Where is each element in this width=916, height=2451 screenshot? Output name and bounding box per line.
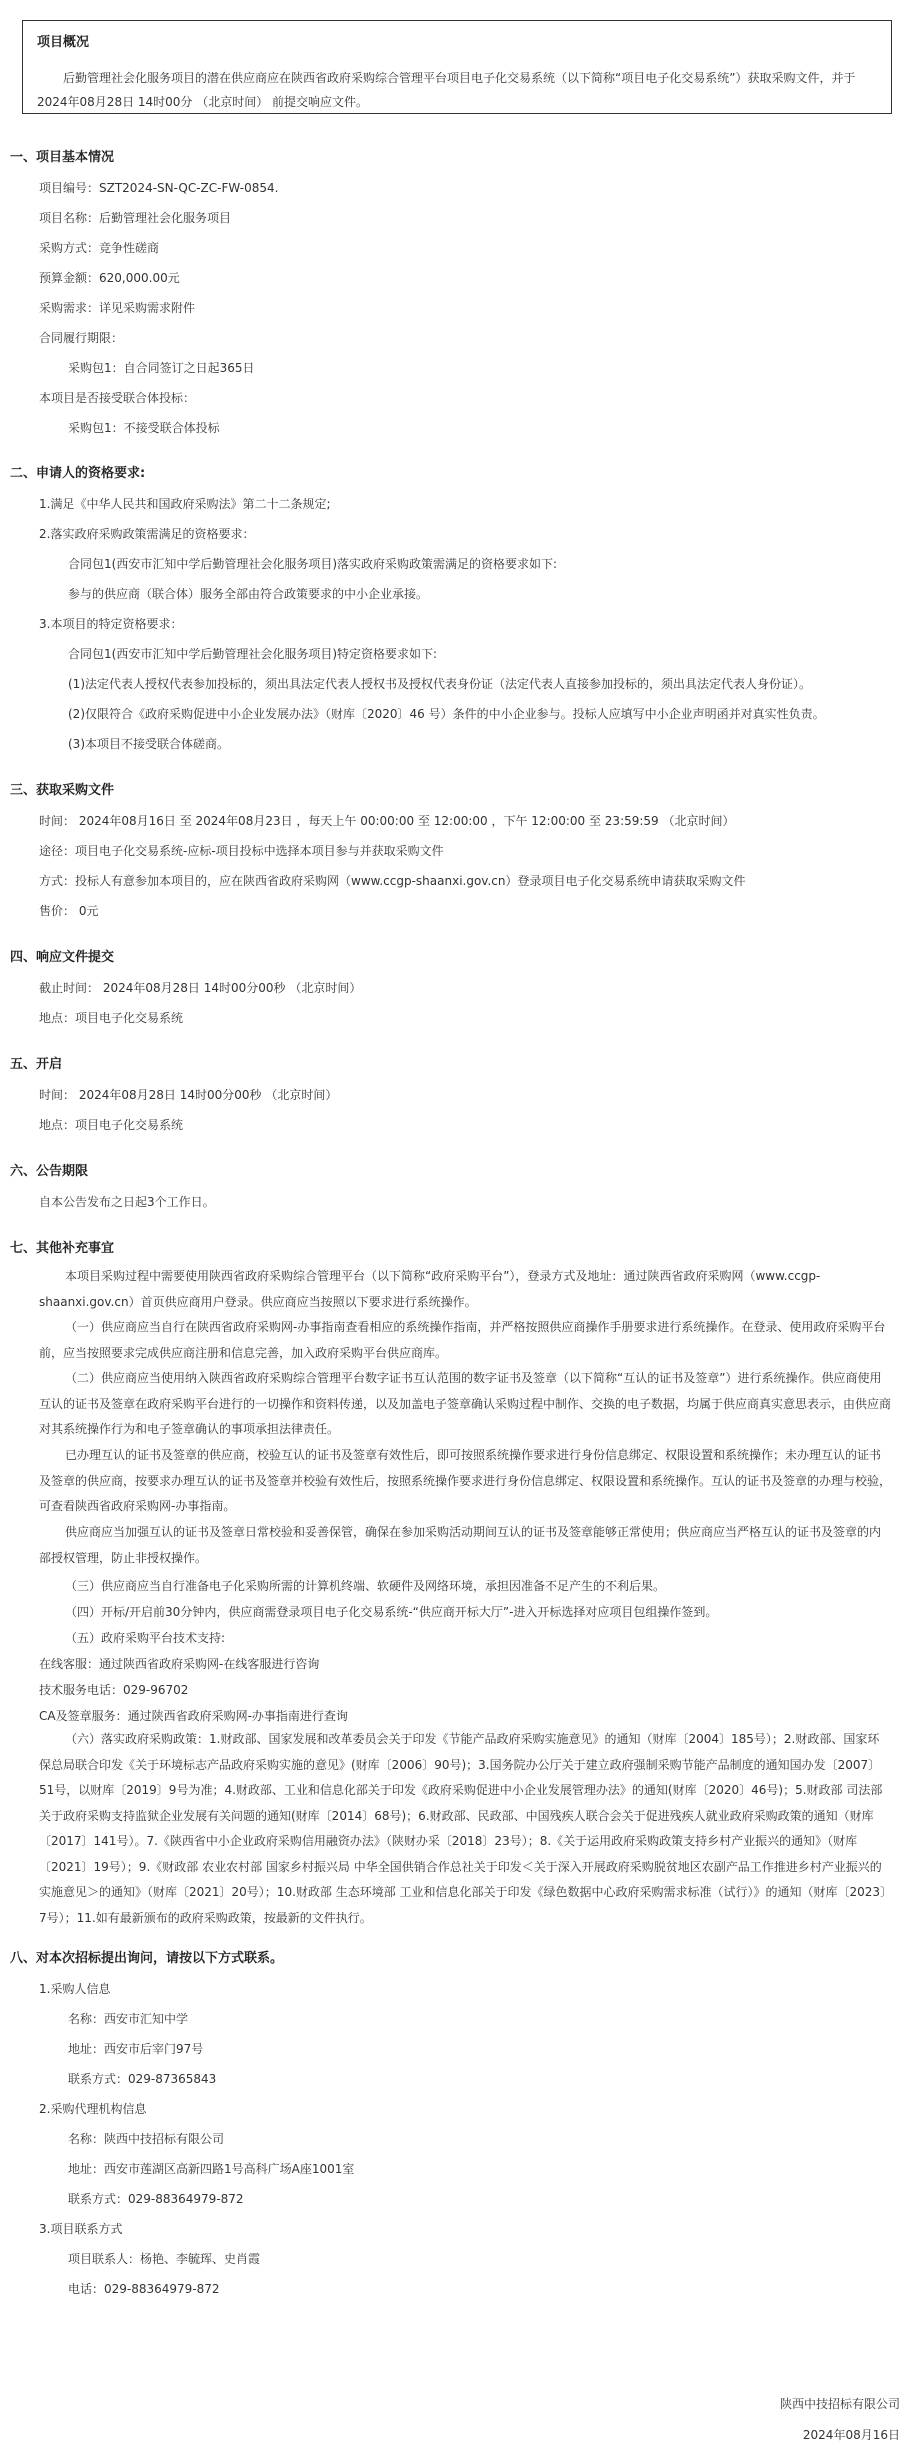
- supplement-item-3: （三）供应商应当自行准备电子化采购所需的计算机终端、软硬件及网络环境，承担因准备不足产生的不利后果。: [65, 1579, 666, 1593]
- supplement-item-1: （一）供应商应当自行在陕西省政府采购网-办事指南查看相应的系统操作指南，并严格按照供应商操作手册要求进行系统操作。在登录、使用政府采购平台前，应当按照要求完成供应商注册和信息完善，加入政府采购平台供应商库。: [39, 1320, 886, 1360]
- online-service: 在线客服：通过陕西省政府采购网-在线客服进行咨询: [39, 1657, 320, 1671]
- signature-org: 陕西中技招标有限公司: [779, 2397, 900, 2411]
- submission-deadline: 截止时间： 2024年08月28日 14时00分00秒 （北京时间）: [39, 981, 362, 995]
- obtain-channel: 途径：项目电子化交易系统-应标-项目投标中选择本项目参与并获取采购文件: [39, 844, 444, 858]
- purchaser-info-label: 1.采购人信息: [39, 1982, 111, 1996]
- contract-period-label: 合同履行期限：: [39, 331, 124, 345]
- project-contact-phone: 电话：029-88364979-872: [68, 2282, 220, 2296]
- overview-text: 后勤管理社会化服务项目的潜在供应商应在陕西省政府采购综合管理平台项目电子化交易系统（以下简称“项目电子化交易系统”）获取采购文件，并于 2024年08月28日 14时00分 （北京时间） 前提交响应文件。: [37, 71, 856, 109]
- supplement-item-4: （四）开标/开启前30分钟内，供应商需登录项目电子化交易系统-“供应商开标大厅”-进入开标选择对应项目包组操作签到。: [65, 1605, 718, 1619]
- joint-bid-label: 本项目是否接受联合体投标：: [39, 391, 196, 405]
- project-contact-label: 3.项目联系方式: [39, 2222, 123, 2236]
- qualification-2-detail: 参与的供应商（联合体）服务全部由符合政策要求的中小企业承接。: [68, 587, 429, 601]
- project-overview-box: [22, 20, 892, 114]
- agency-name: 名称：陕西中技招标有限公司: [68, 2132, 225, 2146]
- agency-contact: 联系方式：029-88364979-872: [68, 2192, 244, 2206]
- section-3-title: 三、获取采购文件: [10, 783, 115, 798]
- obtain-method: 方式：投标人有意参加本项目的，应在陕西省政府采购网（www.ccgp-shaanxi.gov.cn）登录项目电子化交易系统申请获取采购文件: [39, 874, 746, 888]
- purchaser-address: 地址：西安市后宰门97号: [68, 2042, 204, 2056]
- section-6-title: 六、公告期限: [10, 1164, 89, 1179]
- supplement-item-2: （二）供应商应当使用纳入陕西省政府采购综合管理平台数字证书互认范围的数字证书及签章（以下简称“互认的证书及签章”）进行系统操作。供应商使用互认的证书及签章在政府采购平台进行的一切操作和资料传递，以及加盖电子签章确认采购过程中制作、交换的电子数据，均属于供应商真实意思表示，由供应商对其系统操作行为和电子签章确认的事项承担法律责任。: [39, 1371, 892, 1436]
- purchaser-contact: 联系方式：029-87365843: [68, 2072, 217, 2086]
- procurement-method: 采购方式：竞争性磋商: [39, 241, 160, 255]
- section-8-title: 八、对本次招标提出询问，请按以下方式联系。: [10, 1951, 284, 1966]
- supplement-intro: 本项目采购过程中需要使用陕西省政府采购综合管理平台（以下简称“政府采购平台”），登录方式及地址：通过陕西省政府采购网（www.ccgp-shaanxi.gov.cn）首页供应商用户登录。供应商应当按照以下要求进行系统操作。: [39, 1269, 821, 1309]
- obtain-time: 时间： 2024年08月16日 至 2024年08月23日 ，每天上午 00:00:00 至 12:00:00 ，下午 12:00:00 至 23:59:59 （北京时间）: [39, 814, 735, 828]
- obtain-price: 售价： 0元: [39, 904, 99, 918]
- qualification-3-package: 合同包1(西安市汇知中学后勤管理社会化服务项目)特定资格要求如下:: [68, 647, 438, 661]
- joint-bid-package: 采购包1：不接受联合体投标: [68, 421, 220, 435]
- budget-amount: 预算金额：620,000.00元: [39, 271, 180, 285]
- supplement-item-2-cert: 已办理互认的证书及签章的供应商，校验互认的证书及签章有效性后，即可按照系统操作要求进行身份信息绑定、权限设置和系统操作；未办理互认的证书及签章的供应商，按要求办理互认的证书及签章并校验有效性后，按照系统操作要求进行身份信息绑定、权限设置和系统操作。互认的证书及签章的办理与校验，可查看陕西省政府采购网-办事指南。: [39, 1448, 892, 1513]
- purchaser-name: 名称：西安市汇知中学: [68, 2012, 189, 2026]
- qualification-3-item-3: (3)本项目不接受联合体磋商。: [68, 737, 229, 751]
- ca-service: CA及签章服务：通过陕西省政府采购网-办事指南进行查询: [39, 1709, 348, 1723]
- qualification-2-package: 合同包1(西安市汇知中学后勤管理社会化服务项目)落实政府采购政策需满足的资格要求如下:: [68, 557, 558, 571]
- supplement-item-2-custody: 供应商应当加强互认的证书及签章日常校验和妥善保管，确保在参加采购活动期间互认的证书及签章能够正常使用；供应商应当严格互认的证书及签章的内部授权管理，防止非授权操作。: [39, 1525, 882, 1565]
- section-2-title: 二、申请人的资格要求:: [10, 466, 146, 481]
- section-1-title: 一、项目基本情况: [10, 150, 115, 165]
- agency-address: 地址：西安市莲湖区高新四路1号高科广场A座1001室: [68, 2162, 355, 2176]
- qualification-3: 3.本项目的特定资格要求：: [39, 617, 183, 631]
- project-contact-persons: 项目联系人：杨艳、李毓珲、史肖霞: [68, 2252, 261, 2266]
- qualification-2: 2.落实政府采购政策需满足的资格要求：: [39, 527, 255, 541]
- qualification-1: 1.满足《中华人民共和国政府采购法》第二十二条规定;: [39, 497, 331, 511]
- supplement-item-5: （五）政府采购平台技术支持:: [65, 1631, 226, 1645]
- overview-title: 项目概况: [37, 35, 90, 50]
- announcement-period: 自本公告发布之日起3个工作日。: [39, 1195, 215, 1209]
- agency-info-label: 2.采购代理机构信息: [39, 2102, 147, 2116]
- procurement-requirement: 采购需求：详见采购需求附件: [39, 301, 196, 315]
- project-name: 项目名称：后勤管理社会化服务项目: [39, 211, 232, 225]
- qualification-3-item-1: (1)法定代表人授权代表参加投标的，须出具法定代表人授权书及授权代表身份证（法定代表人直接参加投标的，须出具法定代表人身份证）。: [68, 677, 812, 691]
- section-5-title: 五、开启: [10, 1057, 63, 1072]
- opening-location: 地点：项目电子化交易系统: [39, 1118, 184, 1132]
- project-number: 项目编号：SZT2024-SN-QC-ZC-FW-0854.: [39, 181, 279, 195]
- tech-service-phone: 技术服务电话：029-96702: [39, 1683, 189, 1697]
- qualification-3-item-2: (2)仅限符合《政府采购促进中小企业发展办法》（财库〔2020〕46 号）条件的中小企业参与。投标人应填写中小企业声明函并对真实性负责。: [68, 707, 825, 721]
- contract-period-package: 采购包1：自合同签订之日起365日: [68, 361, 255, 375]
- section-4-title: 四、响应文件提交: [10, 950, 115, 965]
- policy-implementation: （六）落实政府采购政策：1.财政部、国家发展和改革委员会关于印发《节能产品政府采购实施意见》的通知（财库〔2004〕185号）；2.财政部、国家环保总局联合印发《关于环境标志产品政府采购实施的意见》(财库〔2006〕90号)；3.国务院办公厅关于建立政府强制采购节能产品制度的通知国办发〔2007〕51号，以财库〔2019〕9号为准；4.财政部、工业和信息化部关于印发《政府采购促进中小企业发展管理办法》的通知(财库〔2020〕46号)；5.财政部 司法部关于政府采购支持监狱企业发展有关问题的通知(财库〔2014〕68号)；6.财政部、民政部、中国残疾人联合会关于促进残疾人就业政府采购政策的通知（财库〔2017〕141号）。7.《陕西省中小企业政府采购信用融资办法》（陕财办采〔2018〕23号）；8.《关于运用政府采购政策支持乡村产业振兴的通知》（财库〔2021〕19号）；9.《财政部 农业农村部 国家乡村振兴局 中华全国供销合作总社关于印发＜关于深入开展政府采购脱贫地区农副产品工作推进乡村产业振兴的实施意见＞的通知》（财库〔2021〕20号）；10.财政部 生态环境部 工业和信息化部关于印发《绿色数据中心政府采购需求标准（试行）》的通知（财库〔2023〕7号）；11.如有最新颁布的政府采购政策，按最新的文件执行。: [39, 1732, 887, 1925]
- section-7-title: 七、其他补充事宜: [10, 1241, 115, 1256]
- submission-location: 地点：项目电子化交易系统: [39, 1011, 184, 1025]
- opening-time: 时间： 2024年08月28日 14时00分00秒 （北京时间）: [39, 1088, 338, 1102]
- signature-date: 2024年08月16日: [802, 2428, 900, 2442]
